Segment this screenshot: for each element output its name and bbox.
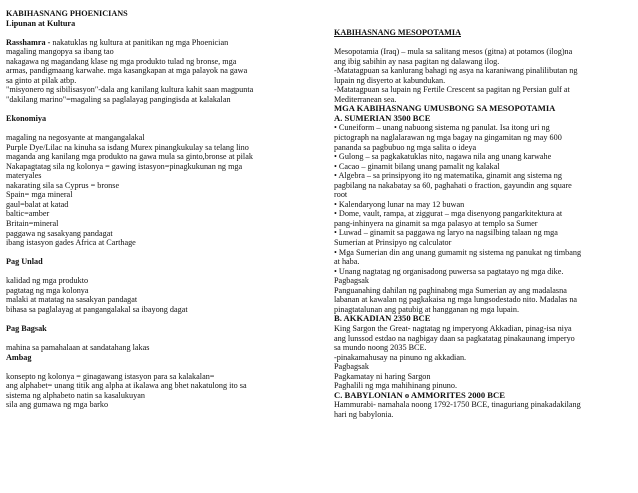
sumerian-line: • Cuneiform – unang nabuong sistema ng panulat. Isa itong uri ng [334,123,550,133]
ekonomiya-line: Spain= mga mineral [6,190,73,200]
ekonomiya-line: nakarating sila sa Cyprus = bronse [6,180,120,190]
ekonomiya-line: gaul=balat at katad [6,199,69,209]
akkadian-line: Pagkamatay ni haring Sargon [334,371,431,381]
sumerian-line: Pagbagsak [334,276,370,286]
akkadian-line: sa mundo noong 2035 BCE. [334,343,427,353]
rasshamra-label: Rasshamra - [6,37,51,47]
akkadian-line: King Sargon the Great- nagtatag ng imperyong Akkadian, pinag-isa niya [334,323,572,333]
spacer [6,28,314,38]
spacer [6,362,314,372]
mesopotamia-title: KABIHASNANG MESOPOTAMIA [334,28,461,37]
pagunlad-line: kalidad ng mga produkto [6,276,89,286]
meso-intro-line: -Matatagpuan sa lupain ng Fertile Crescent sa pagitan ng Persian gulf at [334,85,570,95]
left-column [6,9,314,410]
ekonomiya-line: paggawa ng sasakyang pandagat [6,228,113,238]
babylonian-heading: C. BABYLONIAN o AMMORITES 2000 BCE [334,390,505,400]
akkadian-line: Paghalili ng mga mahihinang pinuno. [334,381,458,391]
sumerian-line: • Cacao – ginamit bilang unang pamalit ng kalakal [334,161,500,171]
sumerian-line: pagbilang na nakabatay sa 60, paghahati o fraction, gayundin ang square [334,180,572,190]
sumerian-line: • Gulong – sa pagkakatuklas nito, nagawa nila ang unang karwahe [334,152,552,162]
sumerian-line: • Dome, vault, rampa, at ziggurat – mga disenyong pangarkitektura at [334,209,563,219]
sumerian-heading: A. SUMERIAN 3500 BCE [334,113,431,123]
pagunlad-line: bihasa sa paglalayag at pangangalakal sa ibayong dagat [6,304,188,314]
ekonomiya-line: baltic=amber [6,209,50,219]
intro-line: "misyonero ng sibilisasyon"-dala ang kanilang kultura kahit saan magpunta [6,85,254,95]
ambag-line: sistema ng alphabeto natin sa kasalukuyan [6,390,145,400]
akkadian-line: Pagbagsak [334,362,370,372]
ekonomiya-line: Purple Dye/Lilac na kinuha sa isdang Murex pinangkukulay sa telang lino [6,142,249,152]
ambag-line: sila ang gumawa ng mga barko [6,400,109,410]
kabihasnang-umusbong-heading: MGA KABIHASNANG UMUSBONG SA MESOPOTAMIA [334,104,556,114]
pagunlad-line: pagtatag ng mga kolonya [6,285,89,295]
sumerian-line: pinagtatalunan ang patubig at hangganan ng mga lupain. [334,304,520,314]
sumerian-line: at haba. [334,257,360,267]
meso-intro-line: Mediterranean sea. [334,94,397,104]
meso-intro-line: Mesopotamia (Iraq) – mula sa salitang mesos (gitna) at potamos (ilog)na [334,47,573,57]
spacer [6,334,314,344]
phoenicians-title: KABIHASNANG PHOENICIANS [6,9,128,18]
ekonomiya-line: Britain=mineral [6,219,59,229]
sumerian-line: • Mga Sumerian din ang unang gumamit ng sistema ng panukat ng timbang [334,247,582,257]
sumerian-line: • Algebra – sa prinsipyong ito ng matematika, ginamit ang sistema ng [334,171,562,181]
sumerian-line: Sumerian at Prinsipyo ng calculator [334,238,452,248]
intro-line: armas, pandigmaang karwahe. mga kasangkapan at mga palayok na gawa [6,66,248,76]
rasshamra-text: nakatuklas ng kultura at panitikan ng mga Phoenician [50,37,229,47]
lipunan-heading: Lipunan at Kultura [6,18,76,28]
akkadian-line: -pinakamahusay na pinuno ng akkadian. [334,352,467,362]
akkadian-line: ang lunssod estdao na nagbigay daan sa pagkatatag pinakaunang imperyo [334,333,575,343]
sumerian-line: root [334,190,348,200]
pagunlad-line: malaki at matatag na sasakyan pandagat [6,295,138,305]
intro-line: sa ginto at pilak atbp. [6,75,77,85]
pagunlad-heading: Pag Unlad [6,257,43,267]
sumerian-line: • Unang nagtatag ng organisadong puwersa sa pagtatayo ng mga dike. [334,266,564,276]
intro-line: "dakilang marino"=magaling sa paglalayag pangingisda at kalakalan [6,94,231,104]
babylonian-line: hari ng babylonia. [334,409,394,419]
right-column [334,28,632,419]
meso-intro-line: ang ibig sabihin ay nasa pagitan ng dalawang ilog. [334,56,500,66]
ekonomiya-line: ibang istasyon gades Africa at Carthage [6,238,136,248]
ekonomiya-line: Nakapagtatag sila ng kolonya = gawing istasyon=pinagkukunan ng mga [6,161,243,171]
intro-line: magaling mangopya sa ibang tao [6,47,114,57]
spacer [6,124,314,134]
meso-intro-line: -Matatagpuan sa kanlurang bahagi ng asya na karaniwang pinalilibutan ng [334,66,578,76]
pagbagsak-line: mahina sa pamahalaan at sandatahang lakas [6,343,150,353]
sumerian-line: pictograph na naglalarawan ng mga bagay na gingamitan ng may 600 [334,133,562,143]
ambag-line: konsepto ng kolonya = ginagawang istasyon para sa kalakalan= [6,371,215,381]
spacer [6,267,314,277]
sumerian-line: • Kalendaryong lunar na may 12 buwan [334,199,465,209]
ekonomiya-line: materyales [6,171,42,181]
sumerian-line: pang-inhinyera na ginamit sa mga palasyo at templo sa Sumer [334,218,538,228]
ekonomiya-line: maganda ang kanilang mga produkto na gawa mula sa ginto,bronse at pilak [6,152,253,162]
ekonomiya-line: magaling na negosyante at mangangalakal [6,133,145,143]
sumerian-line: • Luwad – ginamit sa paggawa ng laryo na nagsilbing talaan ng mga [334,228,558,238]
spacer [334,38,632,48]
ekonomiya-heading: Ekonomiya [6,114,47,124]
babylonian-line: Hammurabi- namahala noong 1792-1750 BCE, tinaguriang pinakadakilang [334,400,581,410]
pagbagsak-heading: Pag Bagsak [6,324,47,334]
sumerian-line: Panguanahing dahilan ng paghinabng mga Sumerian ay ang madalasna [334,285,567,295]
ambag-heading: Ambag [6,352,32,362]
sumerian-line: labanan at kawalan ng pagkakaisa ng mga lungsodestado nito. Madalas na [334,295,578,305]
sumerian-line: pananda sa pagbubuo ng mga salita o ideya [334,142,477,152]
spacer [6,315,314,325]
spacer [6,248,314,258]
ambag-line: ang alphabet= unang titik ang alpha at ikalawa ang bhet nakatulong ito sa [6,381,247,391]
rasshamra-line [6,38,314,48]
meso-intro-line: lupain ng disyerto at kabundukan. [334,75,446,85]
akkadian-heading: B. AKKADIAN 2350 BCE [334,314,431,324]
intro-line: nakagawa ng magandang klase ng mga produkto tulad ng bronse, mga [6,56,237,66]
spacer [6,104,314,114]
